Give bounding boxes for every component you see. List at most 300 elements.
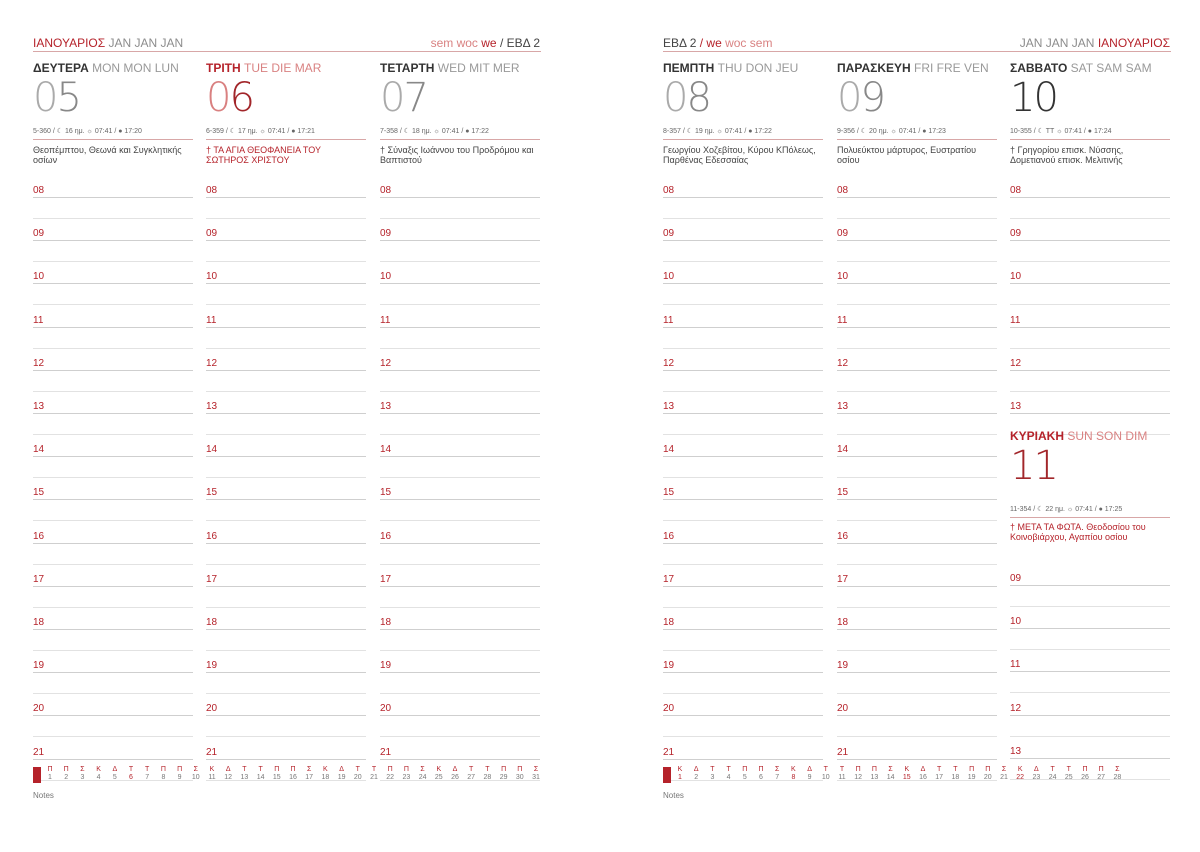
mini-calendar-weekday: Π	[742, 766, 748, 773]
mini-calendar-day[interactable]	[367, 766, 381, 782]
hour-label: 12	[206, 357, 218, 369]
mini-calendar-weekday: Δ	[225, 766, 231, 773]
mini-calendar-weekday: Δ	[920, 766, 926, 773]
half-hour-line	[206, 693, 366, 694]
hour-label: 21	[33, 746, 45, 758]
mini-calendar-date: 13	[240, 774, 249, 781]
right-page	[600, 0, 1200, 852]
hour-label: 13	[380, 401, 392, 412]
mini-calendar-day[interactable]	[754, 766, 768, 782]
mini-calendar-day[interactable]	[221, 766, 235, 782]
mini-calendar-day[interactable]	[351, 766, 365, 782]
hour-slot-line[interactable]	[33, 672, 193, 673]
mini-calendar-day[interactable]	[205, 766, 219, 782]
mini-calendar-day[interactable]	[513, 766, 527, 782]
hour-slot-line[interactable]	[380, 499, 540, 500]
month-alt: JAN JAN JAN	[1019, 36, 1095, 50]
mini-calendar-day[interactable]	[932, 766, 946, 782]
mini-calendar-day[interactable]	[738, 766, 752, 782]
mini-calendar-month-box	[33, 767, 41, 783]
half-hour-line	[33, 218, 193, 219]
week-sep: /	[699, 36, 704, 50]
mini-calendar-date: 6	[129, 774, 133, 781]
header-rule	[663, 51, 1171, 52]
day-number	[380, 74, 427, 122]
hour-slot-line[interactable]	[206, 759, 366, 760]
hour-slot-line[interactable]	[33, 543, 193, 544]
mini-calendar-date: 5	[742, 774, 747, 781]
mini-calendar-date: 25	[1064, 774, 1073, 781]
hour-label: 18	[33, 617, 45, 628]
day-name-header	[663, 61, 798, 75]
day-name: ΤΡΙΤΗ	[206, 61, 241, 75]
half-hour-line	[663, 434, 823, 435]
hour-slot-line[interactable]	[1010, 758, 1170, 759]
day-number-zero: 0	[206, 75, 230, 121]
mini-calendar-date: 3	[710, 774, 715, 781]
mini-calendar-day[interactable]	[43, 766, 57, 782]
hour-label: 13	[1010, 745, 1022, 757]
half-hour-line	[663, 520, 823, 521]
mini-calendar-day[interactable]	[302, 766, 316, 782]
day-name: ΠΑΡΑΣΚΕΥΗ	[837, 61, 911, 75]
hour-slot-line[interactable]	[33, 456, 193, 457]
mini-calendar-day[interactable]	[124, 766, 138, 782]
mini-calendar-weekday: Π	[274, 766, 280, 773]
notes-label: Notes	[33, 791, 54, 800]
hour-label: 13	[206, 401, 218, 412]
hour-slot-line[interactable]	[33, 629, 193, 630]
mini-calendar-weekday: Τ	[485, 766, 490, 773]
day-name-alt: TUE DIE MAR	[244, 61, 322, 75]
hour-slot-line[interactable]	[206, 715, 366, 716]
mini-calendar-month-box	[663, 767, 671, 783]
month-title: ΙΑΝΟΥΑΡΙΟΣ	[1097, 36, 1170, 50]
hour-slot-line[interactable]	[33, 197, 193, 198]
hour-slot-line[interactable]	[33, 240, 193, 241]
hour-slot-line[interactable]	[33, 327, 193, 328]
mini-calendar-date: 14	[256, 774, 265, 781]
hour-slot-line[interactable]	[837, 586, 997, 587]
mini-calendar-weekday: Σ	[888, 766, 893, 773]
half-hour-line	[380, 477, 540, 478]
mini-calendar-day[interactable]	[254, 766, 268, 782]
hour-slot-line[interactable]	[837, 240, 997, 241]
mini-calendar-weekday: Τ	[839, 766, 845, 773]
day-number-digit: 6	[229, 75, 253, 121]
mini-calendar-day[interactable]	[803, 766, 817, 782]
mini-calendar-weekday: Κ	[323, 766, 328, 773]
hour-slot-line[interactable]	[206, 543, 366, 544]
half-hour-line	[33, 607, 193, 608]
hour-slot-line[interactable]	[33, 759, 193, 760]
mini-calendar-day[interactable]	[851, 766, 865, 782]
mini-calendar-day[interactable]	[399, 766, 413, 782]
mini-calendar-day[interactable]	[770, 766, 784, 782]
mini-calendar-weekday: Δ	[452, 766, 458, 773]
day-number	[206, 74, 253, 122]
hour-slot-line[interactable]	[837, 197, 997, 198]
mini-calendar-weekday: Σ	[1115, 766, 1120, 773]
hour-label: 20	[380, 703, 392, 715]
week-we: we	[706, 36, 722, 50]
mini-calendar-date: 27	[1097, 774, 1106, 781]
hour-label: 18	[837, 617, 849, 628]
mini-calendar-weekday: Σ	[80, 766, 85, 773]
hour-label: 18	[663, 617, 675, 628]
hour-slot-line[interactable]	[380, 543, 540, 544]
half-hour-line	[837, 736, 997, 737]
hour-slot-line[interactable]	[33, 499, 193, 500]
mini-calendar-day[interactable]	[819, 766, 833, 782]
hour-slot-line[interactable]	[837, 629, 997, 630]
mini-calendar-weekday: Π	[1082, 766, 1088, 773]
mini-calendar-weekday: Π	[290, 766, 296, 773]
hour-slot-line[interactable]	[380, 629, 540, 630]
hour-slot-line[interactable]	[837, 499, 997, 500]
day-number-zero: 0	[380, 75, 404, 121]
hour-slot-line[interactable]	[206, 456, 366, 457]
hour-label: 20	[837, 703, 849, 715]
mini-calendar-day[interactable]	[884, 766, 898, 782]
hour-slot-line[interactable]	[837, 327, 997, 328]
mini-calendar-weekday: Σ	[420, 766, 425, 773]
hour-slot-line[interactable]	[33, 283, 193, 284]
day-name-header	[1010, 61, 1152, 75]
day-number	[663, 74, 710, 122]
mini-calendar-date: 8	[791, 774, 796, 781]
hour-slot-line[interactable]	[1010, 327, 1170, 328]
mini-calendar-day[interactable]	[189, 766, 203, 782]
hour-label: 20	[663, 703, 675, 715]
day-number-zero: 0	[33, 75, 57, 121]
hour-slot-line[interactable]	[1010, 715, 1170, 716]
half-hour-line	[380, 348, 540, 349]
hour-slot-line[interactable]	[206, 240, 366, 241]
half-hour-line	[837, 261, 997, 262]
hour-slot-line[interactable]	[837, 715, 997, 716]
hour-slot-line[interactable]	[1010, 197, 1170, 198]
mini-calendar-weekday: Κ	[904, 766, 910, 773]
hour-slot-line[interactable]	[380, 586, 540, 587]
hour-slot-line[interactable]	[206, 499, 366, 500]
hour-label: 08	[837, 185, 849, 196]
hour-slot-line[interactable]	[1010, 283, 1170, 284]
hour-label: 09	[380, 228, 392, 240]
mini-calendar-day[interactable]	[965, 766, 979, 782]
mini-calendar-day[interactable]	[173, 766, 187, 782]
hour-slot-line[interactable]	[206, 672, 366, 673]
mini-calendar-date: 15	[272, 774, 281, 781]
mini-calendar-day[interactable]	[673, 766, 687, 782]
hour-slot-line[interactable]	[663, 456, 823, 457]
hour-slot-line[interactable]	[663, 499, 823, 500]
half-hour-line	[33, 564, 193, 565]
half-hour-line	[1010, 218, 1170, 219]
mini-calendar-day[interactable]	[1078, 766, 1092, 782]
mini-calendar-weekday: Σ	[1001, 766, 1007, 773]
hour-label: 08	[380, 185, 392, 196]
half-hour-line	[837, 218, 997, 219]
hour-slot-line[interactable]	[206, 283, 366, 284]
mini-calendar-date: 17	[935, 774, 944, 781]
mini-calendar-day[interactable]	[75, 766, 89, 782]
hour-label: 16	[33, 530, 45, 542]
half-hour-line	[663, 348, 823, 349]
hour-slot-line[interactable]	[837, 370, 997, 371]
half-hour-line	[380, 607, 540, 608]
mini-calendar-weekday: Κ	[1017, 766, 1023, 773]
half-hour-line	[206, 261, 366, 262]
day-name-alt: SUN SON DIM	[1067, 429, 1148, 443]
left-week-header	[431, 36, 540, 52]
mini-calendar-day[interactable]	[416, 766, 430, 782]
hour-slot-line[interactable]	[33, 370, 193, 371]
hour-slot-line[interactable]	[380, 456, 540, 457]
hour-slot-line[interactable]	[380, 672, 540, 673]
hour-slot-line[interactable]	[380, 413, 540, 414]
saint-of-day: † ΜΕΤΑ ΤΑ ΦΩΤΑ. Θεοδοσίου του Κοινοβιάρχου, Αγαπίου οσίου	[1010, 522, 1146, 542]
day-info-line: 8-357 / ☾ 19 ημ. ☼ 07:41 / ● 17:22	[663, 128, 772, 135]
mini-calendar-day[interactable]	[156, 766, 170, 782]
hour-slot-line[interactable]	[380, 240, 540, 241]
hour-slot-line[interactable]	[380, 283, 540, 284]
mini-calendar-day[interactable]	[1029, 766, 1043, 782]
mini-calendar-day[interactable]	[835, 766, 849, 782]
hour-label: 14	[663, 444, 675, 456]
sunday-name-header	[1010, 429, 1147, 443]
hour-slot-line[interactable]	[33, 413, 193, 414]
hour-slot-line[interactable]	[380, 715, 540, 716]
mini-calendar-day[interactable]	[1013, 766, 1027, 782]
hour-slot-line[interactable]	[206, 413, 366, 414]
mini-calendar-date: 24	[1048, 774, 1057, 781]
hour-slot-line[interactable]	[663, 543, 823, 544]
hour-slot-line[interactable]	[33, 586, 193, 587]
hour-slot-line[interactable]	[206, 327, 366, 328]
hour-slot-line[interactable]	[1010, 413, 1170, 414]
hour-slot-line[interactable]	[837, 543, 997, 544]
hour-slot-line[interactable]	[380, 370, 540, 371]
mini-calendar-day[interactable]	[270, 766, 284, 782]
half-hour-line	[33, 304, 193, 305]
mini-calendar-day[interactable]	[335, 766, 349, 782]
hour-label: 13	[1010, 401, 1022, 412]
mini-calendar-day[interactable]	[59, 766, 73, 782]
mini-calendar-day[interactable]	[705, 766, 719, 782]
hour-label: 17	[837, 573, 849, 585]
hour-slot-line[interactable]	[206, 370, 366, 371]
hour-slot-line[interactable]	[380, 327, 540, 328]
hour-label: 09	[206, 228, 218, 240]
hour-label: 19	[663, 660, 675, 672]
mini-calendar-january	[33, 766, 543, 786]
day-info-rule	[33, 139, 193, 140]
hour-slot-line[interactable]	[206, 197, 366, 198]
mini-calendar-day[interactable]	[140, 766, 154, 782]
hour-slot-line[interactable]	[837, 672, 997, 673]
mini-calendar-weekday: Τ	[355, 766, 360, 773]
half-hour-line	[837, 391, 997, 392]
hour-slot-line[interactable]	[380, 759, 540, 760]
mini-calendar-day[interactable]	[900, 766, 914, 782]
hour-label: 17	[663, 573, 675, 585]
mini-calendar-weekday: Τ	[371, 766, 377, 773]
mini-calendar-date: 8	[161, 774, 166, 781]
mini-calendar-date: 23	[402, 774, 411, 781]
hour-label: 15	[837, 487, 849, 499]
hour-label: 10	[663, 271, 675, 283]
day-info-line: 7-358 / ☾ 18 ημ. ☼ 07:41 / ● 17:22	[380, 128, 489, 135]
mini-calendar-weekday: Τ	[1050, 766, 1055, 773]
half-hour-line	[33, 391, 193, 392]
mini-calendar-date: 11	[208, 774, 216, 781]
day-number: 11	[1010, 443, 1057, 489]
half-hour-line	[663, 477, 823, 478]
mini-calendar-date: 16	[919, 774, 927, 781]
hour-label: 14	[206, 444, 218, 456]
half-hour-line	[33, 434, 193, 435]
mini-calendar-day[interactable]	[916, 766, 930, 782]
mini-calendar-day[interactable]	[497, 766, 511, 782]
hour-label: 15	[33, 487, 45, 499]
hour-slot-line[interactable]	[663, 629, 823, 630]
day-name-alt: WED MIT MER	[437, 61, 520, 75]
mini-calendar-day[interactable]	[997, 766, 1011, 782]
mini-calendar-day[interactable]	[237, 766, 251, 782]
hour-slot-line[interactable]	[663, 283, 823, 284]
hour-label: 14	[33, 444, 45, 456]
mini-calendar-day[interactable]	[318, 766, 332, 782]
mini-calendar-weekday: Σ	[775, 766, 780, 773]
mini-calendar-day[interactable]	[529, 766, 543, 782]
hour-slot-line[interactable]	[663, 413, 823, 414]
mini-calendar-day[interactable]	[1046, 766, 1060, 782]
day-info-rule	[837, 139, 997, 140]
hour-slot-line[interactable]	[663, 327, 823, 328]
mini-calendar-day[interactable]	[464, 766, 478, 782]
hour-label: 15	[663, 487, 675, 499]
half-hour-line	[206, 477, 366, 478]
mini-calendar-date: 14	[886, 774, 895, 781]
hour-label: 10	[380, 271, 392, 283]
right-week-header	[663, 36, 772, 52]
mini-calendar-weekday: Δ	[112, 766, 118, 773]
hour-label: 09	[1010, 573, 1022, 584]
half-hour-line	[33, 650, 193, 651]
hour-slot-line[interactable]	[380, 197, 540, 198]
mini-calendar-day[interactable]	[448, 766, 462, 782]
hour-slot-line[interactable]	[206, 586, 366, 587]
mini-calendar-day[interactable]	[286, 766, 300, 782]
hour-label: 15	[380, 487, 392, 499]
half-hour-line	[380, 693, 540, 694]
half-hour-line	[663, 261, 823, 262]
day-number	[837, 74, 884, 122]
mini-calendar-weekday: Τ	[937, 766, 942, 773]
half-hour-line	[206, 736, 366, 737]
mini-calendar-date: 13	[870, 774, 879, 781]
saint-of-day: Πολυεύκτου μάρτυρος, Ευστρατίου οσίου	[837, 145, 976, 165]
hour-slot-line[interactable]	[837, 759, 997, 760]
hour-slot-line[interactable]	[663, 197, 823, 198]
hour-label: 14	[837, 444, 849, 456]
day-info-rule	[663, 139, 823, 140]
mini-calendar-day[interactable]	[108, 766, 122, 782]
saint-of-day: † Σύναξις Ιωάννου του Προδρόμου και Βαπτιστού	[380, 145, 534, 165]
hour-slot-line[interactable]	[663, 672, 823, 673]
mini-calendar-weekday: Π	[758, 766, 764, 773]
hour-slot-line[interactable]	[1010, 628, 1170, 629]
hour-slot-line[interactable]	[1010, 585, 1170, 586]
half-hour-line	[837, 348, 997, 349]
hour-slot-line[interactable]	[206, 629, 366, 630]
day-info-rule	[206, 139, 366, 140]
mini-calendar-date: 7	[775, 774, 780, 781]
hour-slot-line[interactable]	[663, 759, 823, 760]
mini-calendar-day[interactable]	[1062, 766, 1076, 782]
mini-calendar-date: 1	[678, 774, 682, 781]
mini-calendar-date: 30	[515, 774, 524, 781]
mini-calendar-date: 28	[483, 774, 492, 781]
mini-calendar-day[interactable]	[867, 766, 881, 782]
mini-calendar-day[interactable]	[383, 766, 397, 782]
mini-calendar-weekday: Τ	[726, 766, 731, 773]
hour-label: 17	[380, 573, 392, 585]
mini-calendar-day[interactable]	[948, 766, 962, 782]
month-title: ΙΑΝΟΥΑΡΙΟΣ	[33, 36, 106, 50]
hour-slot-line[interactable]	[663, 370, 823, 371]
day-name-header	[380, 61, 520, 75]
half-hour-line	[380, 391, 540, 392]
mini-calendar-weekday: Τ	[1066, 766, 1071, 773]
hour-slot-line[interactable]	[837, 413, 997, 414]
mini-calendar-day[interactable]	[480, 766, 494, 782]
hour-slot-line[interactable]	[663, 240, 823, 241]
mini-calendar-day[interactable]	[786, 766, 800, 782]
hour-slot-line[interactable]	[663, 586, 823, 587]
mini-calendar-date: 24	[418, 774, 427, 781]
hour-slot-line[interactable]	[837, 283, 997, 284]
half-hour-line	[380, 564, 540, 565]
mini-calendar-day[interactable]	[1094, 766, 1108, 782]
hour-label: 12	[33, 357, 45, 369]
mini-calendar-day[interactable]	[1110, 766, 1124, 782]
half-hour-line	[837, 477, 997, 478]
day-number-digit: 8	[686, 75, 710, 121]
hour-slot-line[interactable]	[33, 715, 193, 716]
day-info-line: 6-359 / ☾ 17 ημ. ☼ 07:41 / ● 17:21	[206, 128, 315, 135]
day-info-rule	[1010, 517, 1170, 518]
mini-calendar-day[interactable]	[432, 766, 446, 782]
mini-calendar-day[interactable]	[981, 766, 995, 782]
mini-calendar-day[interactable]	[92, 766, 106, 782]
hour-slot-line[interactable]	[837, 456, 997, 457]
mini-calendar-day[interactable]	[689, 766, 703, 782]
half-hour-line	[206, 607, 366, 608]
day-name-alt: FRI FRE VEN	[914, 61, 989, 75]
day-info-rule	[1010, 139, 1170, 140]
hour-slot-line[interactable]	[663, 715, 823, 716]
hour-slot-line[interactable]	[1010, 370, 1170, 371]
hour-label: 20	[206, 703, 218, 715]
hour-slot-line[interactable]	[1010, 671, 1170, 672]
mini-calendar-weekday: Σ	[533, 766, 539, 773]
saint-of-day: † Γρηγορίου επισκ. Νύσσης, Δομετιανού επισκ. Μελιτινής	[1010, 145, 1124, 165]
mini-calendar-date: 18	[321, 774, 330, 781]
mini-calendar-day[interactable]	[722, 766, 736, 782]
hour-slot-line[interactable]	[1010, 240, 1170, 241]
